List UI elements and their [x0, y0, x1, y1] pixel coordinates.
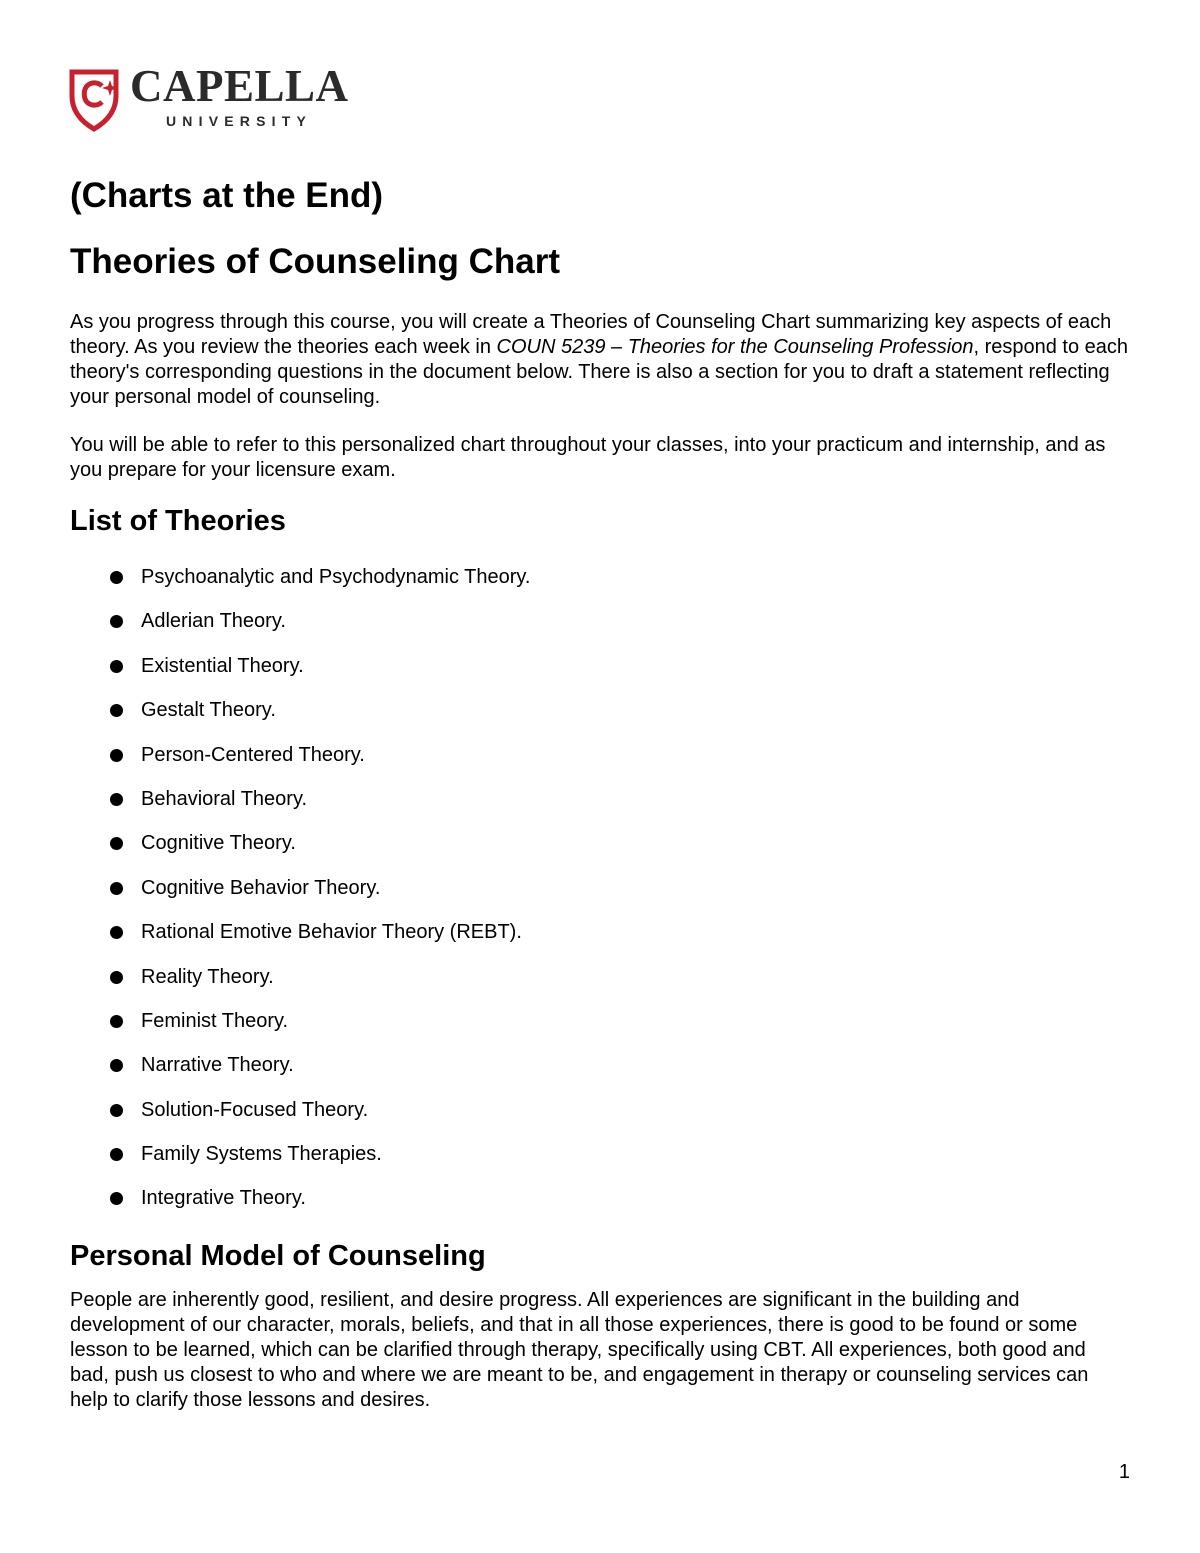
page-title: Theories of Counseling Chart	[70, 242, 561, 281]
list-item	[106, 1096, 530, 1140]
theory-label: Psychoanalytic and Psychodynamic Theory.	[141, 566, 531, 588]
bullet-icon	[110, 882, 123, 895]
theory-label: Cognitive Theory.	[141, 832, 296, 855]
personal-model-paragraph: People are inherently good, resilient, and desire progress. All experiences are significant in the building and development of our character, morals, beliefs, and that in all those experiences, there is good to be found or some lesson to be learned, which can be clarified through therapy, specifically using CBT. All experiences, both good and bad, push us closest to who and where we are meant to be, and engagement in therapy or counseling services can help to clarify those lessons and desires.	[70, 1289, 1089, 1411]
bullet-icon	[110, 926, 123, 939]
theory-label: Adlerian Theory.	[141, 610, 286, 633]
theory-label: Feminist Theory.	[141, 1009, 289, 1032]
bullet-icon	[110, 837, 123, 850]
bullet-icon	[110, 615, 123, 628]
list-item	[106, 1140, 530, 1184]
list-item	[106, 963, 530, 1007]
list-item	[106, 785, 530, 829]
list-item	[106, 918, 530, 962]
list-of-theories-heading: List of Theories	[70, 505, 286, 537]
bullet-icon	[110, 1059, 123, 1072]
list-item	[106, 741, 530, 785]
bullet-icon	[110, 1148, 123, 1161]
theory-list	[106, 563, 530, 1229]
theory-label: Person-Centered Theory.	[141, 743, 365, 766]
theory-label: Family Systems Therapies.	[141, 1143, 382, 1166]
theory-label: Solution-Focused Theory.	[141, 1098, 369, 1121]
theory-label: Integrative Theory.	[141, 1187, 306, 1210]
course-name: COUN 5239 – Theories for the Counseling Profession	[496, 336, 974, 358]
theory-label: Gestalt Theory.	[141, 699, 276, 722]
theory-label: Rational Emotive Behavior Theory (REBT).	[141, 921, 522, 944]
list-item	[106, 1007, 530, 1051]
list-item	[106, 696, 530, 740]
bullet-icon	[110, 971, 123, 984]
charts-note-heading: (Charts at the End)	[70, 176, 384, 215]
bullet-icon	[110, 704, 123, 717]
intro-text-part1: As you progress through this course, you will create a Theories of Counseling Chart summarizing key aspects of each theory. As you review the theories each week in	[70, 311, 1112, 358]
list-item	[106, 563, 530, 607]
intro-paragraph-2: You will be able to refer to this personalized chart throughout your classes, into your practicum and internship, and as you prepare for your licensure exam.	[70, 434, 1106, 481]
intro-paragraph	[70, 310, 1130, 410]
list-item	[106, 874, 530, 918]
list-item	[106, 1051, 530, 1095]
list-item	[106, 607, 530, 651]
bullet-icon	[110, 1015, 123, 1028]
logo-subtitle: UNIVERSITY	[166, 113, 313, 129]
theory-label: Narrative Theory.	[141, 1054, 294, 1077]
bullet-icon	[110, 749, 123, 762]
theory-label: Behavioral Theory.	[141, 787, 308, 810]
theory-label: Reality Theory.	[141, 965, 274, 988]
page-number: 1	[1118, 1461, 1130, 1483]
theory-label: Existential Theory.	[141, 654, 304, 677]
list-item	[106, 829, 530, 873]
intro-text-part2: , respond to each theory's corresponding questions in the document below. There is also a section for you to draft a statement reflecting your personal model of counseling.	[70, 336, 1129, 408]
list-item	[106, 1184, 530, 1228]
bullet-icon	[110, 1104, 123, 1117]
logo-name: CAPELLA	[130, 61, 349, 111]
capella-university-logo	[68, 61, 358, 134]
bullet-icon	[110, 660, 123, 673]
bullet-icon	[110, 793, 123, 806]
bullet-icon	[110, 1192, 123, 1205]
bullet-icon	[110, 571, 123, 584]
personal-model-heading: Personal Model of Counseling	[70, 1240, 486, 1272]
list-item	[106, 652, 530, 696]
shield-icon	[68, 68, 124, 132]
theory-label: Cognitive Behavior Theory.	[141, 876, 381, 899]
